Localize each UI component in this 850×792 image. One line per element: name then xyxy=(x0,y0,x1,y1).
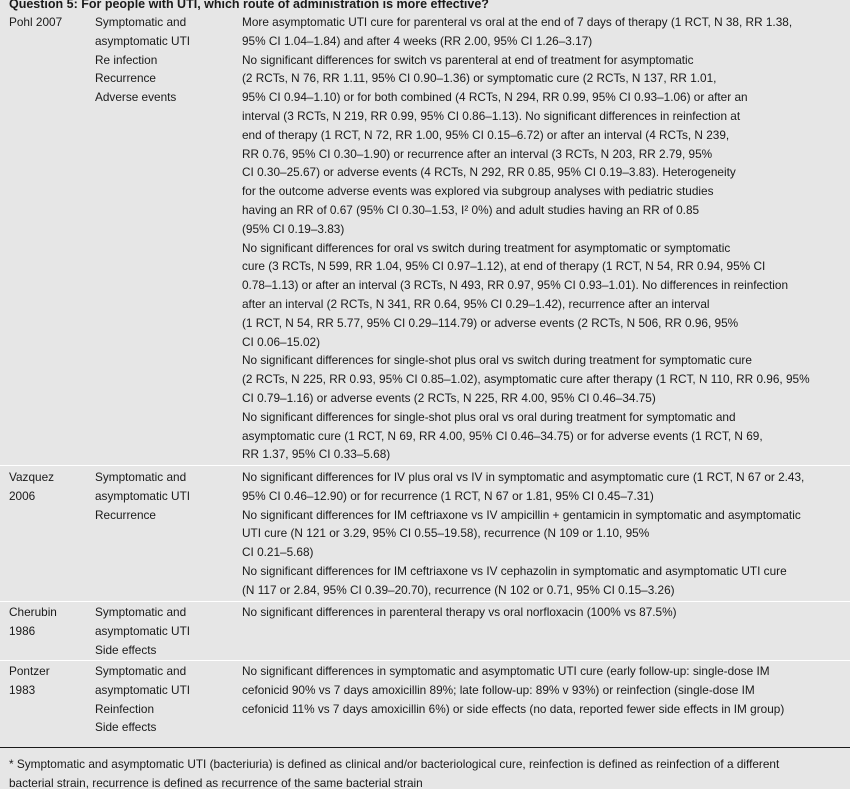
outcome-line: asymptomatic UTI xyxy=(95,622,190,641)
results-cherubin xyxy=(242,603,677,622)
result-line: RR 0.76, 95% CI 0.30–1.90) or recurrence after an interval (3 RCTs, N 203, RR 2.79, 95% xyxy=(242,145,810,164)
study-name-cherubin xyxy=(9,603,57,641)
study-line: Pontzer xyxy=(9,662,50,681)
result-line: No significant differences for IM ceftriaxone vs IV ampicillin + gentamicin in symptomatic and asymptomatic xyxy=(242,506,804,525)
footnote-line: bacterial strain, recurrence is defined as recurrence of the same bacterial strain xyxy=(9,774,779,792)
result-line: More asymptomatic UTI cure for parenteral vs oral at the end of 7 days of therapy (1 RCT, N 38, RR 1.38, xyxy=(242,13,810,32)
result-line: for the outcome adverse events was explored via subgroup analyses with pediatric studies xyxy=(242,182,810,201)
result-line: RR 1.37, 95% CI 0.33–5.68) xyxy=(242,445,810,464)
result-line: No significant differences for IM ceftriaxone vs IV cephazolin in symptomatic and asymptomatic UTI cure xyxy=(242,562,804,581)
result-line: CI 0.21–5.68) xyxy=(242,543,804,562)
result-line: cefonicid 90% vs 7 days amoxicillin 89%; late follow-up: 89% v 93%) or reinfection (single-dose IM xyxy=(242,681,784,700)
result-line: (N 117 or 2.84, 95% CI 0.39–20.70), recurrence (N 102 or 0.71, 95% CI 0.15–3.26) xyxy=(242,581,804,600)
result-line: cefonicid 11% vs 7 days amoxicillin 6%) or side effects (no data, reported fewer side effects in IM group) xyxy=(242,700,784,719)
row-divider xyxy=(0,660,850,661)
question-title: Question 5: For people with UTI, which route of administration is more effective? xyxy=(9,0,489,12)
outcome-line: Symptomatic and xyxy=(95,468,190,487)
outcome-line: Side effects xyxy=(95,641,190,660)
result-line: (2 RCTs, N 76, RR 1.11, 95% CI 0.90–1.36) or symptomatic cure (2 RCTs, N 137, RR 1.01, xyxy=(242,69,810,88)
study-line: Pohl 2007 xyxy=(9,13,62,32)
outcomes-cherubin xyxy=(95,603,190,659)
result-line: cure (3 RCTs, N 599, RR 1.04, 95% CI 0.97–1.12), at end of therapy (1 RCT, N 54, RR 0.94, 95% CI xyxy=(242,257,810,276)
result-line: end of therapy (1 RCT, N 72, RR 1.00, 95% CI 0.15–6.72) or after an interval (4 RCTs, N 239, xyxy=(242,126,810,145)
footnote-divider xyxy=(0,747,850,748)
results-vazquez xyxy=(242,468,804,600)
row-divider xyxy=(0,465,850,466)
study-line: 1986 xyxy=(9,622,57,641)
study-line: 2006 xyxy=(9,487,54,506)
study-line: Cherubin xyxy=(9,603,57,622)
table-footnote xyxy=(9,755,779,792)
result-line: 95% CI 0.46–12.90) or for recurrence (1 RCT, N 67 or 1.81, 95% CI 0.45–7.31) xyxy=(242,487,804,506)
outcome-line: Recurrence xyxy=(95,506,190,525)
outcome-line: Recurrence xyxy=(95,69,190,88)
result-line: No significant differences for single-shot plus oral vs oral during treatment for symptomatic and xyxy=(242,408,810,427)
outcome-line: Side effects xyxy=(95,718,190,737)
result-line: (1 RCT, N 54, RR 5.77, 95% CI 0.29–114.79) or adverse events (2 RCTs, N 506, RR 0.96, 95% xyxy=(242,314,810,333)
result-line: (2 RCTs, N 225, RR 0.93, 95% CI 0.85–1.02), asymptomatic cure after therapy (1 RCT, N 110, RR 0.96, 95% xyxy=(242,370,810,389)
outcomes-pontzer xyxy=(95,662,190,737)
result-line: 95% CI 1.04–1.84) and after 4 weeks (RR 2.00, 95% CI 1.26–3.17) xyxy=(242,32,810,51)
results-pohl xyxy=(242,13,810,464)
result-line: No significant differences for IV plus oral vs IV in symptomatic and asymptomatic cure (1 RCT, N 67 or 2.43, xyxy=(242,468,804,487)
outcome-line: Adverse events xyxy=(95,88,190,107)
result-line: No significant differences for oral vs switch during treatment for asymptomatic or symptomatic xyxy=(242,239,810,258)
study-name-pontzer xyxy=(9,662,50,700)
result-line: CI 0.79–1.16) or adverse events (2 RCTs, N 225, RR 4.00, 95% CI 0.46–34.75) xyxy=(242,389,810,408)
outcome-line: Symptomatic and xyxy=(95,603,190,622)
result-line: 0.78–1.13) or after an interval (3 RCTs, N 493, RR 0.97, 95% CI 0.93–1.01). No differences in reinfection xyxy=(242,276,810,295)
footnote-line: * Symptomatic and asymptomatic UTI (bacteriuria) is defined as clinical and/or bacteriological cure, reinfection is defined as reinfection of a different xyxy=(9,755,779,774)
outcomes-vazquez xyxy=(95,468,190,524)
result-line: UTI cure (N 121 or 3.29, 95% CI 0.55–19.58), recurrence (N 109 or 1.10, 95% xyxy=(242,524,804,543)
result-line: No significant differences in parenteral therapy vs oral norfloxacin (100% vs 87.5%) xyxy=(242,603,677,622)
results-pontzer xyxy=(242,662,784,718)
result-line: No significant differences for switch vs parenteral at end of treatment for asymptomatic xyxy=(242,51,810,70)
result-line: having an RR of 0.67 (95% CI 0.30–1.53, I² 0%) and adult studies having an RR of 0.85 xyxy=(242,201,810,220)
study-name-vazquez xyxy=(9,468,54,506)
result-line: asymptomatic cure (1 RCT, N 69, RR 4.00, 95% CI 0.46–34.75) or for adverse events (1 RCT, N 69, xyxy=(242,427,810,446)
outcome-line: asymptomatic UTI xyxy=(95,32,190,51)
study-line: Vazquez xyxy=(9,468,54,487)
study-name-pohl xyxy=(9,13,62,32)
result-line: interval (3 RCTs, N 219, RR 0.99, 95% CI 0.86–1.13). No significant differences in reinfection at xyxy=(242,107,810,126)
question-header xyxy=(0,0,850,13)
outcome-line: asymptomatic UTI xyxy=(95,681,190,700)
result-line: CI 0.06–15.02) xyxy=(242,333,810,352)
study-line: 1983 xyxy=(9,681,50,700)
outcomes-pohl xyxy=(95,13,190,107)
outcome-line: Symptomatic and xyxy=(95,662,190,681)
outcome-line: Symptomatic and xyxy=(95,13,190,32)
result-line: No significant differences in symptomatic and asymptomatic UTI cure (early follow-up: single-dose IM xyxy=(242,662,784,681)
result-line: (95% CI 0.19–3.83) xyxy=(242,220,810,239)
result-line: 95% CI 0.94–1.10) or for both combined (4 RCTs, N 294, RR 0.99, 95% CI 0.93–1.06) or after an xyxy=(242,88,810,107)
result-line: No significant differences for single-shot plus oral vs switch during treatment for symptomatic cure xyxy=(242,351,810,370)
outcome-line: Reinfection xyxy=(95,700,190,719)
result-line: CI 0.30–25.67) or adverse events (4 RCTs, N 292, RR 0.85, 95% CI 0.19–3.83). Heterogeneity xyxy=(242,163,810,182)
row-divider xyxy=(0,601,850,602)
outcome-line: asymptomatic UTI xyxy=(95,487,190,506)
outcome-line: Re infection xyxy=(95,51,190,70)
result-line: after an interval (2 RCTs, N 341, RR 0.64, 95% CI 0.29–1.42), recurrence after an interval xyxy=(242,295,810,314)
